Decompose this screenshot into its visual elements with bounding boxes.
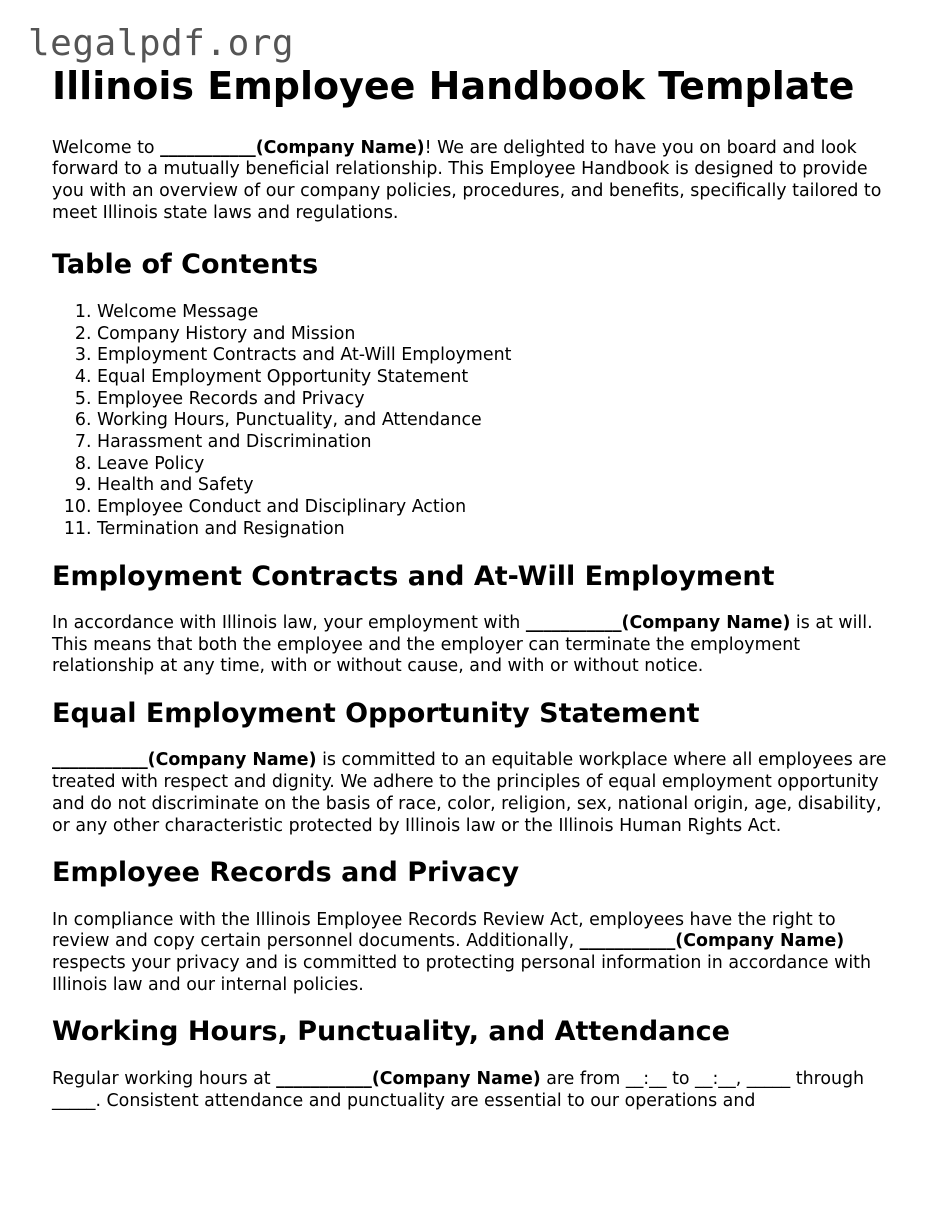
body-text-post: is committed to an equitable workplace where all employees are treated with respect and dignity. We adhere to the principles of equal employment opportunity and do not discriminate on the basis of race, color, religion, sex, national origin, age, disability, or any other characteristic protected by Illinois law or the Illinois Human Rights Act.: [52, 750, 887, 836]
table-of-contents: [52, 302, 892, 541]
body-text-pre: In accordance with Illinois law, your employment with: [52, 612, 526, 633]
body-text-post: respects your privacy and is committed to protecting personal information in accordance with Illinois law and our internal policies.: [52, 953, 872, 995]
toc-item: 4. Equal Employment Opportunity Statement: [97, 367, 892, 389]
toc-heading: Table of Contents: [52, 249, 319, 281]
toc-item: 7. Harassment and Discrimination: [97, 432, 892, 454]
body-text-post: is at will. This means that both the employee and the employer can terminate the employment relationship at any time, with or without cause, and with or without notice.: [52, 612, 873, 677]
section-heading-at-will: Employment Contracts and At-Will Employment: [52, 560, 775, 592]
section-heading-records: Employee Records and Privacy: [52, 857, 520, 889]
toc-item: 9. Health and Safety: [97, 475, 892, 497]
section-body-records: [52, 910, 892, 997]
toc-item: 1. Welcome Message: [97, 302, 892, 324]
intro-text-post: ! We are delighted to have you on board and look forward to a mutually beneficial relationship. This Employee Handbook is designed to provide you with an overview of our company policies, procedures, and benefits, specifically tailored to meet Illinois state laws and regulations.: [52, 137, 882, 223]
intro-paragraph: [52, 138, 892, 225]
document-page: [52, 64, 892, 1132]
toc-item: 10. Employee Conduct and Disciplinary Action: [97, 497, 892, 519]
watermark: legalpdf.org: [28, 23, 295, 64]
section-heading-eeo: Equal Employment Opportunity Statement: [52, 698, 700, 730]
body-text-post: are from __:__ to __:__, _____ through _____. Consistent attendance and punctuality are essential to our operations and: [52, 1068, 865, 1111]
company-name-blank: ___________(Company Name): [525, 612, 791, 633]
toc-item: 11. Termination and Resignation: [97, 519, 892, 541]
company-name-blank: ___________(Company Name): [276, 1068, 541, 1089]
body-text-pre: In compliance with the Illinois Employee Records Review Act, employees have the right to review and copy certain personnel documents. Additionally,: [52, 909, 836, 952]
company-name-blank: ___________(Company Name): [579, 931, 845, 952]
section-body-hours: [52, 1069, 892, 1112]
document-title: Illinois Employee Handbook Template: [52, 64, 855, 108]
toc-item: 3. Employment Contracts and At-Will Employment: [97, 345, 892, 367]
body-text-pre: Regular working hours at: [52, 1068, 277, 1089]
toc-item: 6. Working Hours, Punctuality, and Attendance: [97, 410, 892, 432]
toc-item: 8. Leave Policy: [97, 454, 892, 476]
company-name-blank: ___________(Company Name): [52, 750, 317, 771]
section-heading-hours: Working Hours, Punctuality, and Attendance: [52, 1016, 730, 1048]
section-body-at-will: [52, 613, 892, 678]
company-name-blank: ___________(Company Name): [160, 137, 425, 158]
intro-text-pre: Welcome to: [52, 137, 161, 158]
toc-item: 5. Employee Records and Privacy: [97, 389, 892, 411]
toc-item: 2. Company History and Mission: [97, 324, 892, 346]
section-body-eeo: [52, 750, 892, 837]
